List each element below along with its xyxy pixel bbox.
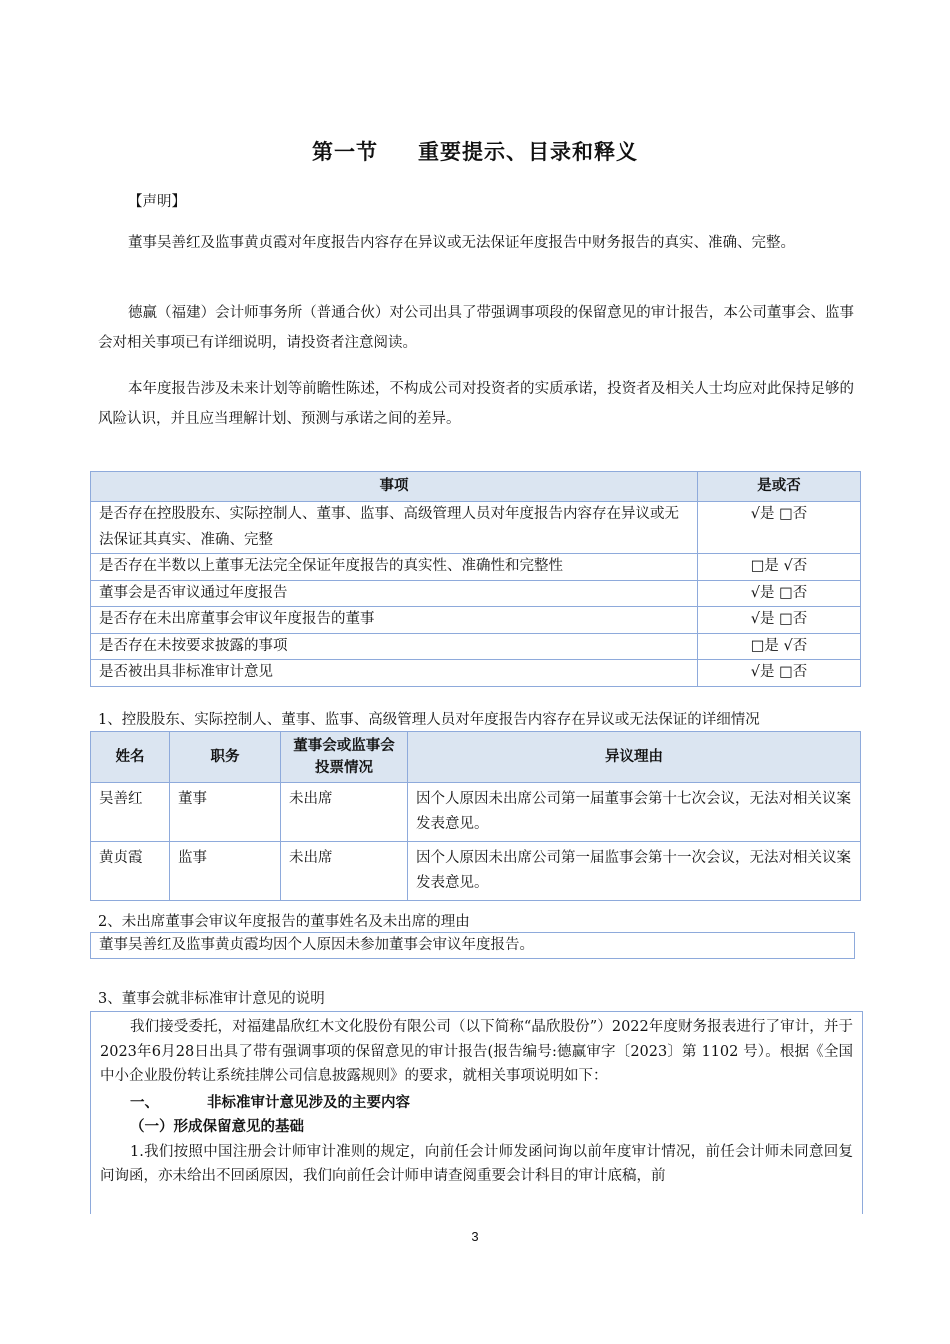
row-answer: √是 □否 [698, 502, 861, 554]
cell-name: 吴善红 [91, 783, 170, 842]
row-item: 是否存在未按要求披露的事项 [91, 633, 698, 660]
paragraph-2: 德赢（福建）会计师事务所（普通合伙）对公司出具了带强调事项段的保留意见的审计报告，本公司董事会、监事会对相关事项已有详细说明，请投资者注意阅读。 [98, 305, 854, 351]
section3-heading: 3、董事会就非标准审计意见的说明 [98, 991, 325, 1007]
section1-heading: 1、控股股东、实际控制人、董事、监事、高级管理人员对年度报告内容存在异议或无法保证的详细情况 [98, 712, 760, 728]
table-row [91, 607, 861, 634]
section-name: 重要提示、目录和释义 [418, 140, 638, 164]
cell-role: 董事 [170, 783, 281, 842]
col-header-vote: 董事会或监事会投票情况 [281, 732, 408, 783]
table-row [91, 783, 861, 842]
section-title [0, 136, 950, 166]
cell-name: 黄贞霞 [91, 842, 170, 901]
col-header-reason: 异议理由 [408, 732, 861, 783]
subheading-1-number: 一、 [130, 1094, 159, 1111]
row-item: 董事会是否审议通过年度报告 [91, 580, 698, 607]
subheading-1 [100, 1091, 853, 1116]
table-row [91, 842, 861, 901]
paragraph-1: 董事吴善红及监事黄贞霞对年度报告内容存在异议或无法保证年度报告中财务报告的真实、准确、完整。 [128, 235, 795, 251]
section3-box [90, 1011, 863, 1214]
paragraph-3: 本年度报告涉及未来计划等前瞻性陈述，不构成公司对投资者的实质承诺，投资者及相关人士均应对此保持足够的风险认识，并且应当理解计划、预测与承诺之间的差异。 [98, 381, 854, 427]
col-header-item: 事项 [91, 472, 698, 502]
section3-item1: 1.我们按照中国注册会计师审计准则的规定，向前任会计师发函问询以前年度审计情况，前任会计师未同意回复问询函，亦未给出不回函原因，我们向前任会计师申请查阅重要会计科目的审计底稿，前 [100, 1143, 853, 1184]
cell-reason: 因个人原因未出席公司第一届董事会第十七次会议，无法对相关议案发表意见。 [408, 783, 861, 842]
row-item: 是否存在半数以上董事无法完全保证年度报告的真实性、准确性和完整性 [91, 554, 698, 581]
row-item: 是否存在控股股东、实际控制人、董事、监事、高级管理人员对年度报告内容存在异议或无法保证其真实、准确、完整 [91, 502, 698, 554]
section-number: 第一节 [312, 140, 378, 164]
table-row [91, 554, 861, 581]
row-answer: √是 □否 [698, 607, 861, 634]
row-item: 是否被出具非标准审计意见 [91, 660, 698, 687]
section2-heading: 2、未出席董事会审议年度报告的董事姓名及未出席的理由 [98, 914, 470, 930]
disclosure-table [90, 471, 861, 687]
col-header-name: 姓名 [91, 732, 170, 783]
table-row [91, 633, 861, 660]
row-answer: √是 □否 [698, 660, 861, 687]
table-row [91, 660, 861, 687]
cell-reason: 因个人原因未出席公司第一届监事会第十一次会议，无法对相关议案发表意见。 [408, 842, 861, 901]
section2-content: 董事吴善红及监事黄贞霞均因个人原因未参加董事会审议年度报告。 [90, 932, 855, 959]
row-answer: √是 □否 [698, 580, 861, 607]
declaration-label: 【声明】 [128, 194, 186, 210]
cell-vote: 未出席 [281, 783, 408, 842]
cell-role: 监事 [170, 842, 281, 901]
objection-table [90, 731, 861, 901]
cell-vote: 未出席 [281, 842, 408, 901]
col-header-answer: 是或否 [698, 472, 861, 502]
page-number: 3 [471, 1229, 479, 1244]
subheading-1-title: 非标准审计意见涉及的主要内容 [207, 1094, 410, 1111]
section3-intro: 我们接受委托，对福建晶欣红木文化股份有限公司（以下简称“晶欣股份”）2022年度财务报表进行了审计，并于2023年6月28日出具了带有强调事项的保留意见的审计报告(报告编号:德赢审字〔2023〕第 1102 号）。根据《全国中小企业股份转让系统挂牌公司信息披露规则》的要求，就相关事项说明如下： [100, 1019, 853, 1084]
table-row [91, 502, 861, 554]
table-row [91, 580, 861, 607]
col-header-role: 职务 [170, 732, 281, 783]
row-item: 是否存在未出席董事会审议年度报告的董事 [91, 607, 698, 634]
subheading-2: （一）形成保留意见的基础 [130, 1119, 304, 1135]
row-answer: □是 √否 [698, 633, 861, 660]
row-answer: □是 √否 [698, 554, 861, 581]
